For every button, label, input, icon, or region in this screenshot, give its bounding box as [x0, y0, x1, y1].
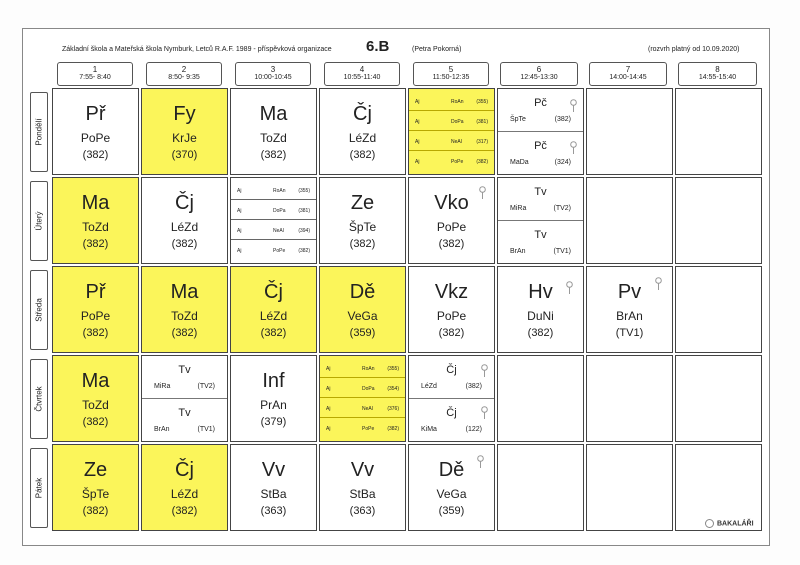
lesson-room: (382) — [82, 505, 109, 517]
period-number: 2 — [181, 65, 187, 74]
lesson-wed-4[interactable] — [319, 266, 406, 353]
key-icon — [477, 455, 484, 469]
lesson-teacher: MaDa — [510, 159, 529, 166]
lesson-mon-1[interactable] — [52, 88, 139, 175]
lesson-room: (382) — [82, 327, 109, 339]
validity-date: (rozvrh platný od 10.09.2020) — [648, 46, 740, 53]
lesson-subject: Čj — [446, 364, 457, 376]
lesson-teacher: LéZd — [421, 383, 437, 390]
lesson-teacher: BrAn — [154, 426, 170, 433]
period-header-1 — [57, 62, 133, 86]
group-subject: Aj — [415, 139, 420, 145]
half-lesson — [498, 178, 583, 221]
lesson-subject: Čj — [353, 103, 372, 125]
lesson-subject: Ma — [170, 281, 199, 303]
day-label-thursday — [30, 359, 48, 439]
group-room: (355) — [387, 366, 399, 372]
group-row — [409, 111, 494, 131]
logo-icon — [705, 519, 714, 528]
lesson-subject: Vv — [261, 459, 286, 481]
lesson-fri-7[interactable] — [586, 444, 673, 531]
lesson-room: (382) — [527, 327, 554, 339]
group-row — [231, 180, 316, 200]
group-teacher: DoPa — [451, 119, 464, 125]
group-row — [320, 358, 405, 378]
lesson-tue-4[interactable] — [319, 177, 406, 264]
period-number: 3 — [270, 65, 276, 74]
group-teacher: DoPa — [273, 208, 286, 214]
lesson-subject: Tv — [178, 364, 191, 376]
lesson-fri-6[interactable] — [497, 444, 584, 531]
lesson-teacher: PoPe — [436, 220, 467, 234]
lesson-teacher: KiMa — [421, 426, 437, 433]
lesson-fri-5[interactable] — [408, 444, 495, 531]
day-name: Úterý — [34, 211, 44, 231]
lesson-room: (382) — [171, 327, 198, 339]
lesson-thu-2[interactable] — [141, 355, 228, 442]
lesson-room: (TV1) — [615, 327, 644, 339]
lesson-mon-8[interactable] — [675, 88, 762, 175]
group-teacher: RoAn — [273, 188, 286, 194]
lesson-fri-4[interactable] — [319, 444, 406, 531]
period-time: 11:50-12:35 — [432, 74, 470, 81]
group-row — [409, 131, 494, 151]
period-header-2 — [146, 62, 222, 86]
group-row — [409, 151, 494, 171]
lesson-teacher: ToZd — [82, 220, 109, 234]
lesson-fri-1[interactable] — [52, 444, 139, 531]
day-label-tuesday — [30, 181, 48, 261]
lesson-subject: Čj — [175, 192, 194, 214]
period-time: 7:55- 8:40 — [79, 74, 111, 81]
period-number: 8 — [715, 65, 720, 74]
group-subject: Aj — [326, 366, 331, 372]
lesson-wed-3[interactable] — [230, 266, 317, 353]
group-subject: Aj — [237, 248, 242, 254]
lesson-subject: Ze — [83, 459, 108, 481]
period-number: 4 — [359, 65, 365, 74]
group-subject: Aj — [326, 426, 331, 432]
lesson-subject: Ma — [81, 370, 110, 392]
period-time: 14:55-15:40 — [698, 74, 737, 81]
lesson-thu-1[interactable] — [52, 355, 139, 442]
group-subject: Aj — [237, 188, 242, 194]
period-number: 1 — [92, 65, 98, 74]
lesson-room: (370) — [171, 149, 198, 161]
day-label-monday — [30, 92, 48, 172]
lesson-teacher: BrAn — [510, 248, 526, 255]
group-teacher: PoPe — [273, 248, 286, 254]
lesson-teacher: StBa — [260, 487, 287, 501]
group-row — [231, 200, 316, 220]
lesson-teacher: PoPe — [436, 309, 467, 323]
group-room: (354) — [387, 386, 399, 392]
lesson-teacher: MiRa — [154, 383, 171, 390]
lesson-teacher: PoPe — [80, 309, 111, 323]
group-row — [231, 240, 316, 260]
group-row — [409, 91, 494, 111]
lesson-tue-1[interactable] — [52, 177, 139, 264]
lesson-room: (382) — [260, 149, 287, 161]
lesson-teacher: BrAn — [616, 309, 643, 323]
lesson-subject: Ma — [81, 192, 110, 214]
lesson-teacher: LéZd — [170, 220, 199, 234]
group-teacher: NeAl — [451, 139, 462, 145]
day-name: Středa — [34, 298, 44, 322]
lesson-room: (382) — [260, 327, 287, 339]
lesson-subject: Př — [85, 103, 106, 125]
period-time: 10:55-11:40 — [343, 74, 381, 81]
key-icon — [479, 186, 486, 200]
period-header-7 — [589, 62, 667, 86]
lesson-room: (359) — [438, 505, 465, 517]
lesson-teacher: LéZd — [170, 487, 199, 501]
lesson-fri-8[interactable] — [675, 444, 762, 531]
lesson-room: (382) — [82, 416, 109, 428]
period-number: 6 — [536, 65, 542, 74]
period-time: 10:00-10:45 — [254, 74, 292, 81]
lesson-mon-4[interactable] — [319, 88, 406, 175]
lesson-wed-6[interactable] — [497, 266, 584, 353]
group-room: (382) — [387, 426, 399, 432]
lesson-teacher: ŠpTe — [348, 220, 377, 234]
lesson-room: (324) — [554, 159, 571, 166]
lesson-room: (363) — [260, 505, 287, 517]
lesson-fri-3[interactable] — [230, 444, 317, 531]
lesson-teacher: ToZd — [260, 131, 287, 145]
lesson-teacher: LéZd — [259, 309, 288, 323]
lesson-wed-7[interactable] — [586, 266, 673, 353]
school-name: Základní škola a Mateřská škola Nymburk, Letců R.A.F. 1989 - příspěvková organizace — [62, 46, 332, 53]
lesson-subject: Pv — [617, 281, 642, 303]
lesson-room: (382) — [438, 327, 465, 339]
lesson-room: (382) — [82, 149, 109, 161]
group-teacher: RoAn — [362, 366, 375, 372]
lesson-mon-6[interactable] — [497, 88, 584, 175]
lesson-room: (382) — [349, 238, 376, 250]
period-time: 12:45-13:30 — [520, 74, 558, 81]
lesson-mon-7[interactable] — [586, 88, 673, 175]
lesson-thu-4[interactable] — [319, 355, 406, 442]
lesson-tue-7[interactable] — [586, 177, 673, 264]
lesson-room: (382) — [554, 116, 571, 123]
lesson-teacher: StBa — [349, 487, 376, 501]
lesson-subject: Ze — [350, 192, 375, 214]
lesson-tue-5[interactable] — [408, 177, 495, 264]
day-label-wednesday — [30, 270, 48, 350]
day-name: Pátek — [34, 477, 44, 499]
lesson-subject: Dě — [349, 281, 376, 303]
lesson-tue-6[interactable] — [497, 177, 584, 264]
bakalari-logo — [705, 519, 754, 528]
half-lesson — [142, 356, 227, 399]
lesson-thu-5[interactable] — [408, 355, 495, 442]
lesson-room: (382) — [82, 238, 109, 250]
lesson-teacher: LéZd — [348, 131, 377, 145]
group-subject: Aj — [237, 228, 242, 234]
lesson-room: (359) — [349, 327, 376, 339]
lesson-subject: Pč — [534, 140, 547, 152]
group-teacher: DoPa — [362, 386, 375, 392]
lesson-thu-6[interactable] — [497, 355, 584, 442]
lesson-subject: Vko — [434, 192, 469, 214]
lesson-subject: Tv — [534, 186, 547, 198]
lesson-subject: Čj — [175, 459, 194, 481]
group-subject: Aj — [415, 99, 420, 105]
lesson-room: (382) — [171, 238, 198, 250]
half-lesson — [142, 399, 227, 442]
period-time: 8:50- 9:35 — [168, 74, 200, 81]
half-lesson — [498, 221, 583, 264]
lesson-subject: Ma — [259, 103, 288, 125]
lesson-subject: Tv — [534, 229, 547, 241]
lesson-thu-7[interactable] — [586, 355, 673, 442]
key-icon — [570, 99, 577, 113]
lesson-tue-3[interactable] — [230, 177, 317, 264]
lesson-teacher: MiRa — [510, 205, 527, 212]
period-number: 7 — [625, 65, 631, 74]
lesson-wed-8[interactable] — [675, 266, 762, 353]
lesson-room: (363) — [349, 505, 376, 517]
group-row — [231, 220, 316, 240]
lesson-room: (122) — [465, 426, 482, 433]
lesson-room: (TV1) — [197, 426, 215, 433]
lesson-tue-2[interactable] — [141, 177, 228, 264]
group-teacher: NeAl — [362, 406, 373, 412]
key-icon — [570, 141, 577, 155]
lesson-room: (379) — [260, 416, 287, 428]
lesson-thu-8[interactable] — [675, 355, 762, 442]
group-teacher: PoPe — [362, 426, 375, 432]
period-header-8 — [678, 62, 757, 86]
lesson-wed-2[interactable] — [141, 266, 228, 353]
lesson-subject: Vkz — [434, 281, 469, 303]
lesson-room: (TV1) — [553, 248, 571, 255]
lesson-fri-2[interactable] — [141, 444, 228, 531]
group-row — [320, 418, 405, 438]
day-label-friday — [30, 448, 48, 528]
lesson-tue-8[interactable] — [675, 177, 762, 264]
group-subject: Aj — [415, 159, 420, 165]
lesson-teacher: KrJe — [172, 131, 197, 145]
lesson-room: (382) — [349, 149, 376, 161]
lesson-teacher: ToZd — [171, 309, 198, 323]
lesson-wed-1[interactable] — [52, 266, 139, 353]
group-teacher: NeAl — [273, 228, 284, 234]
group-room: (381) — [298, 208, 310, 214]
lesson-subject: Tv — [178, 407, 191, 419]
lesson-teacher: ŠpTe — [510, 116, 526, 123]
lesson-teacher: VeGa — [347, 309, 378, 323]
group-room: (376) — [387, 406, 399, 412]
group-room: (394) — [298, 228, 310, 234]
lesson-teacher: PoPe — [80, 131, 111, 145]
key-icon — [566, 281, 573, 295]
lesson-mon-2[interactable] — [141, 88, 228, 175]
group-subject: Aj — [326, 406, 331, 412]
key-icon — [481, 406, 488, 420]
group-room: (355) — [298, 188, 310, 194]
group-subject: Aj — [326, 386, 331, 392]
period-number: 5 — [448, 65, 454, 74]
group-room: (381) — [476, 119, 488, 125]
lesson-teacher: VeGa — [436, 487, 467, 501]
key-icon — [481, 364, 488, 378]
period-header-6 — [500, 62, 578, 86]
group-teacher: RoAn — [451, 99, 464, 105]
lesson-teacher: ŠpTe — [81, 487, 110, 501]
group-room: (355) — [476, 99, 488, 105]
period-header-5 — [413, 62, 489, 86]
day-name: Čtvrtek — [34, 386, 44, 412]
lesson-room: (TV2) — [197, 383, 215, 390]
lesson-subject: Fy — [173, 103, 196, 125]
lesson-room: (382) — [438, 238, 465, 250]
period-header-3 — [235, 62, 311, 86]
lesson-subject: Hv — [528, 281, 553, 303]
lesson-subject: Vv — [350, 459, 375, 481]
lesson-subject: Př — [85, 281, 106, 303]
lesson-wed-5[interactable] — [408, 266, 495, 353]
lesson-room: (TV2) — [553, 205, 571, 212]
lesson-thu-3[interactable] — [230, 355, 317, 442]
logo-text: BAKALÁŘI — [717, 520, 754, 528]
lesson-room: (382) — [171, 505, 198, 517]
lesson-teacher: ToZd — [82, 398, 109, 412]
lesson-subject: Dě — [438, 459, 465, 481]
lesson-room: (382) — [465, 383, 482, 390]
lesson-mon-5[interactable] — [408, 88, 495, 175]
group-subject: Aj — [415, 119, 420, 125]
class-teacher: (Petra Pokorná) — [412, 46, 462, 53]
period-header-4 — [324, 62, 400, 86]
group-room: (382) — [476, 159, 488, 165]
day-name: Pondělí — [34, 118, 44, 146]
group-room: (317) — [476, 139, 488, 145]
lesson-teacher: DuNi — [527, 309, 554, 323]
lesson-subject: Čj — [264, 281, 283, 303]
group-teacher: PoPe — [451, 159, 464, 165]
key-icon — [655, 277, 662, 291]
group-row — [320, 378, 405, 398]
group-row — [320, 398, 405, 418]
lesson-teacher: PrAn — [260, 398, 287, 412]
group-room: (382) — [298, 248, 310, 254]
lesson-subject: Inf — [262, 370, 285, 392]
class-name: 6.B — [366, 38, 390, 55]
lesson-subject: Pč — [534, 97, 547, 109]
group-subject: Aj — [237, 208, 242, 214]
lesson-subject: Čj — [446, 407, 457, 419]
lesson-mon-3[interactable] — [230, 88, 317, 175]
period-time: 14:00-14:45 — [609, 74, 647, 81]
